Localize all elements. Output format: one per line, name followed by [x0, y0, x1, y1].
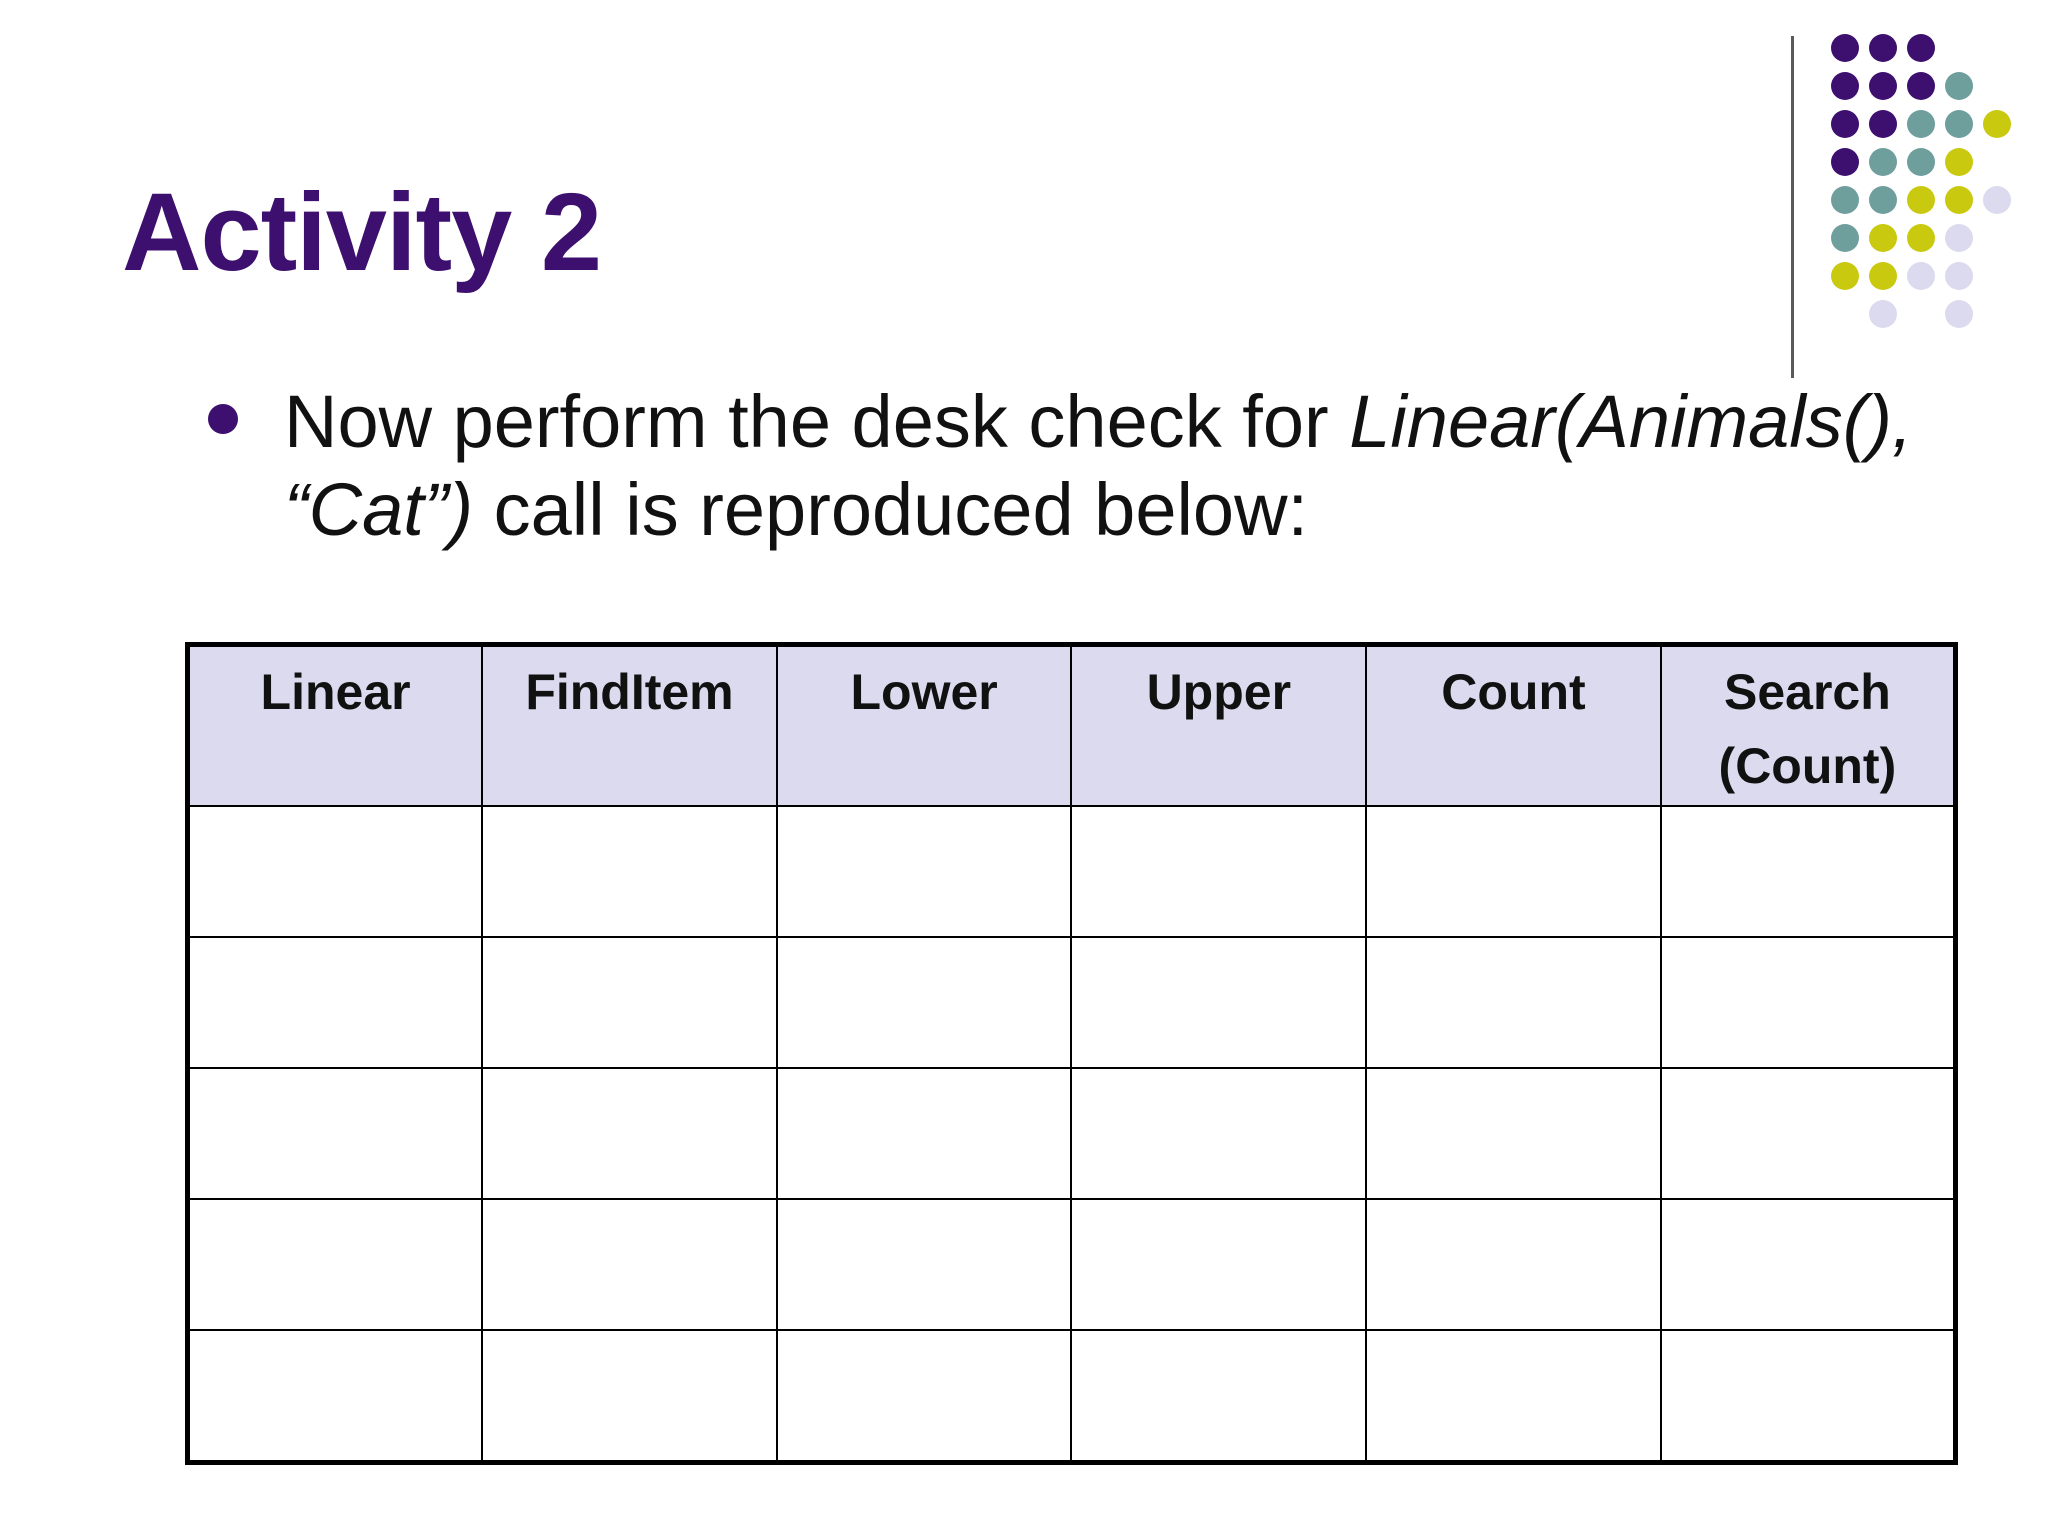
decorative-dot: [1831, 186, 1859, 214]
decorative-dot: [1907, 110, 1935, 138]
table-cell[interactable]: [188, 1330, 483, 1463]
decorative-dot: [1945, 300, 1973, 328]
column-header-search-count: Search (Count): [1661, 645, 1956, 807]
decorative-dot: [1831, 72, 1859, 100]
table-cell[interactable]: [188, 937, 483, 1068]
table-header-row: [188, 645, 1956, 807]
table-cell[interactable]: [777, 1330, 1072, 1463]
decorative-dot: [1945, 224, 1973, 252]
table-cell[interactable]: [1366, 1330, 1661, 1463]
decorative-dot: [1831, 34, 1859, 62]
decorative-dot: [1945, 110, 1973, 138]
table-cell[interactable]: [777, 937, 1072, 1068]
table-row: [188, 806, 1956, 937]
decorative-dot: [1869, 110, 1897, 138]
decorative-dot: [1945, 148, 1973, 176]
table-cell[interactable]: [777, 806, 1072, 937]
table-cell[interactable]: [1661, 806, 1956, 937]
table-cell[interactable]: [1661, 1199, 1956, 1330]
table-cell[interactable]: [482, 1068, 777, 1199]
bullet-text: [284, 378, 1974, 554]
decorative-dot: [1907, 224, 1935, 252]
table-cell[interactable]: [1071, 937, 1366, 1068]
table-cell[interactable]: [1661, 937, 1956, 1068]
decorative-dot: [1945, 72, 1973, 100]
table-cell[interactable]: [1366, 1068, 1661, 1199]
vertical-divider: [1791, 36, 1794, 378]
table-cell[interactable]: [482, 937, 777, 1068]
table-cell[interactable]: [1366, 1199, 1661, 1330]
decorative-dot: [1945, 262, 1973, 290]
decorative-dot: [1945, 186, 1973, 214]
decorative-dot: [1831, 110, 1859, 138]
table-cell[interactable]: [1071, 1068, 1366, 1199]
table-cell[interactable]: [482, 1199, 777, 1330]
table-row: [188, 937, 1956, 1068]
table-cell[interactable]: [188, 806, 483, 937]
decorative-dot: [1907, 262, 1935, 290]
decorative-dot: [1983, 186, 2011, 214]
decorative-dot: [1983, 110, 2011, 138]
column-header-finditem: FindItem: [482, 645, 777, 807]
decorative-dot: [1907, 148, 1935, 176]
table-cell[interactable]: [777, 1068, 1072, 1199]
table-cell[interactable]: [1071, 806, 1366, 937]
table-row: [188, 1199, 1956, 1330]
decorative-dot: [1869, 300, 1897, 328]
bullet-text-call: Linear(Animals(), “Cat”): [284, 380, 1913, 551]
decorative-dot: [1869, 34, 1897, 62]
table-cell[interactable]: [1071, 1330, 1366, 1463]
decorative-dot: [1907, 72, 1935, 100]
table-cell[interactable]: [1366, 937, 1661, 1068]
table-cell[interactable]: [777, 1199, 1072, 1330]
decorative-dot: [1907, 186, 1935, 214]
decorative-dot: [1831, 224, 1859, 252]
decorative-dot: [1869, 186, 1897, 214]
table-cell[interactable]: [482, 1330, 777, 1463]
decorative-dot: [1869, 224, 1897, 252]
bullet-text-part3: call is reproduced below:: [473, 468, 1309, 551]
decorative-dot: [1869, 262, 1897, 290]
decorative-dot: [1907, 34, 1935, 62]
column-header-linear: Linear: [188, 645, 483, 807]
decorative-dot: [1869, 72, 1897, 100]
table-cell[interactable]: [188, 1199, 483, 1330]
decorative-dot: [1831, 148, 1859, 176]
table-cell[interactable]: [482, 806, 777, 937]
desk-check-table: [185, 642, 1958, 1465]
table-cell[interactable]: [188, 1068, 483, 1199]
decorative-dot: [1831, 262, 1859, 290]
table-cell[interactable]: [1366, 806, 1661, 937]
table-cell[interactable]: [1661, 1330, 1956, 1463]
decorative-dot: [1869, 148, 1897, 176]
table-row: [188, 1330, 1956, 1463]
table-cell[interactable]: [1071, 1199, 1366, 1330]
column-header-count: Count: [1366, 645, 1661, 807]
bullet-dot-icon: [208, 404, 238, 434]
bullet-text-part1: Now perform the desk check for: [284, 380, 1350, 463]
column-header-lower: Lower: [777, 645, 1072, 807]
table-cell[interactable]: [1661, 1068, 1956, 1199]
table-row: [188, 1068, 1956, 1199]
slide-title: Activity 2: [122, 171, 602, 294]
column-header-upper: Upper: [1071, 645, 1366, 807]
